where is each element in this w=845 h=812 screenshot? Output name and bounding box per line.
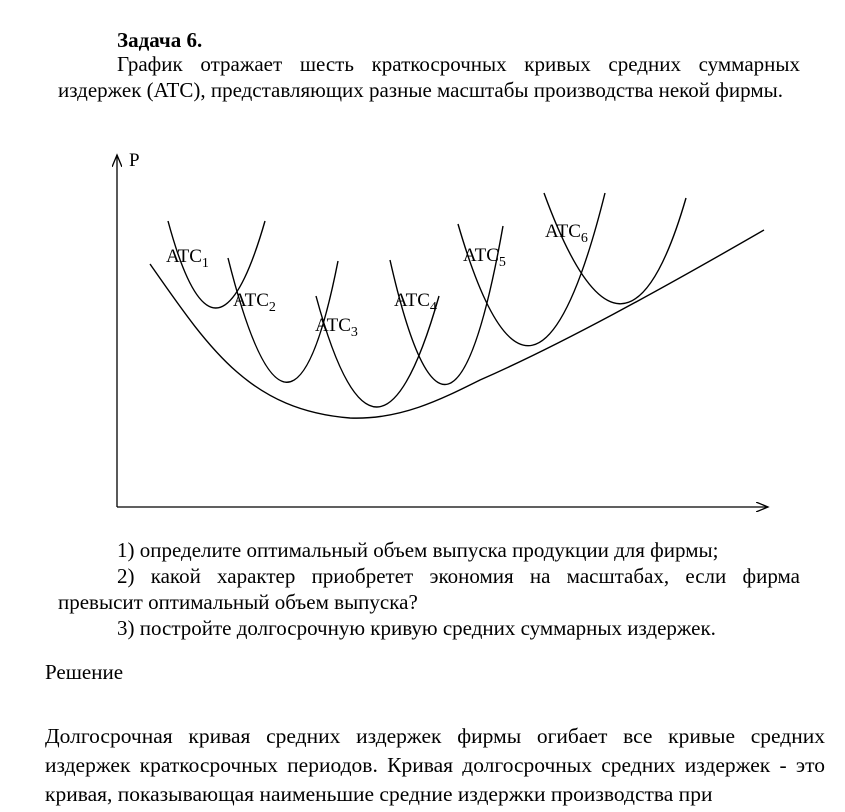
atc2-label: $ATC_2$ [233,290,276,315]
question-3: 3) постройте долгосрочную кривую средних суммарных издержек. [117,616,716,640]
question-2: 2) какой характер приобретет экономия на масштабах, если фирма превысит оптимальный объем выпуска? [58,564,800,614]
task-title: Задача 6. [117,28,203,52]
task-intro: График отражает шесть краткосрочных кривых средних суммарных издержек (ATC), представляющих разные масштабы производства некой фирмы. [58,52,800,102]
y-axis-label: P [129,150,140,171]
atc6-label: $ATC_6$ [545,221,588,246]
atc4-label: $ATC_4$ [394,290,437,315]
atc3-curve [316,296,439,407]
latc-envelope-curve [150,230,764,418]
solution-heading: Решение [45,660,124,684]
atc5-curve [458,193,605,346]
question-1: 1) определите оптимальный объем выпуска продукции для фирмы; [117,538,719,562]
atc3-label: $ATC_3$ [315,315,358,340]
atc6-curve [544,193,686,304]
atc5-label: $ATC_5$ [463,245,506,270]
atc1-label: $ATC_1$ [166,246,209,271]
solution-text: Долгосрочная кривая средних издержек фирмы огибает все кривые средних издержек краткосрочных периодов. Кривая долгосрочных средних издержек - это кривая, показывающая наименьшие средние издержки производства при [45,724,825,806]
